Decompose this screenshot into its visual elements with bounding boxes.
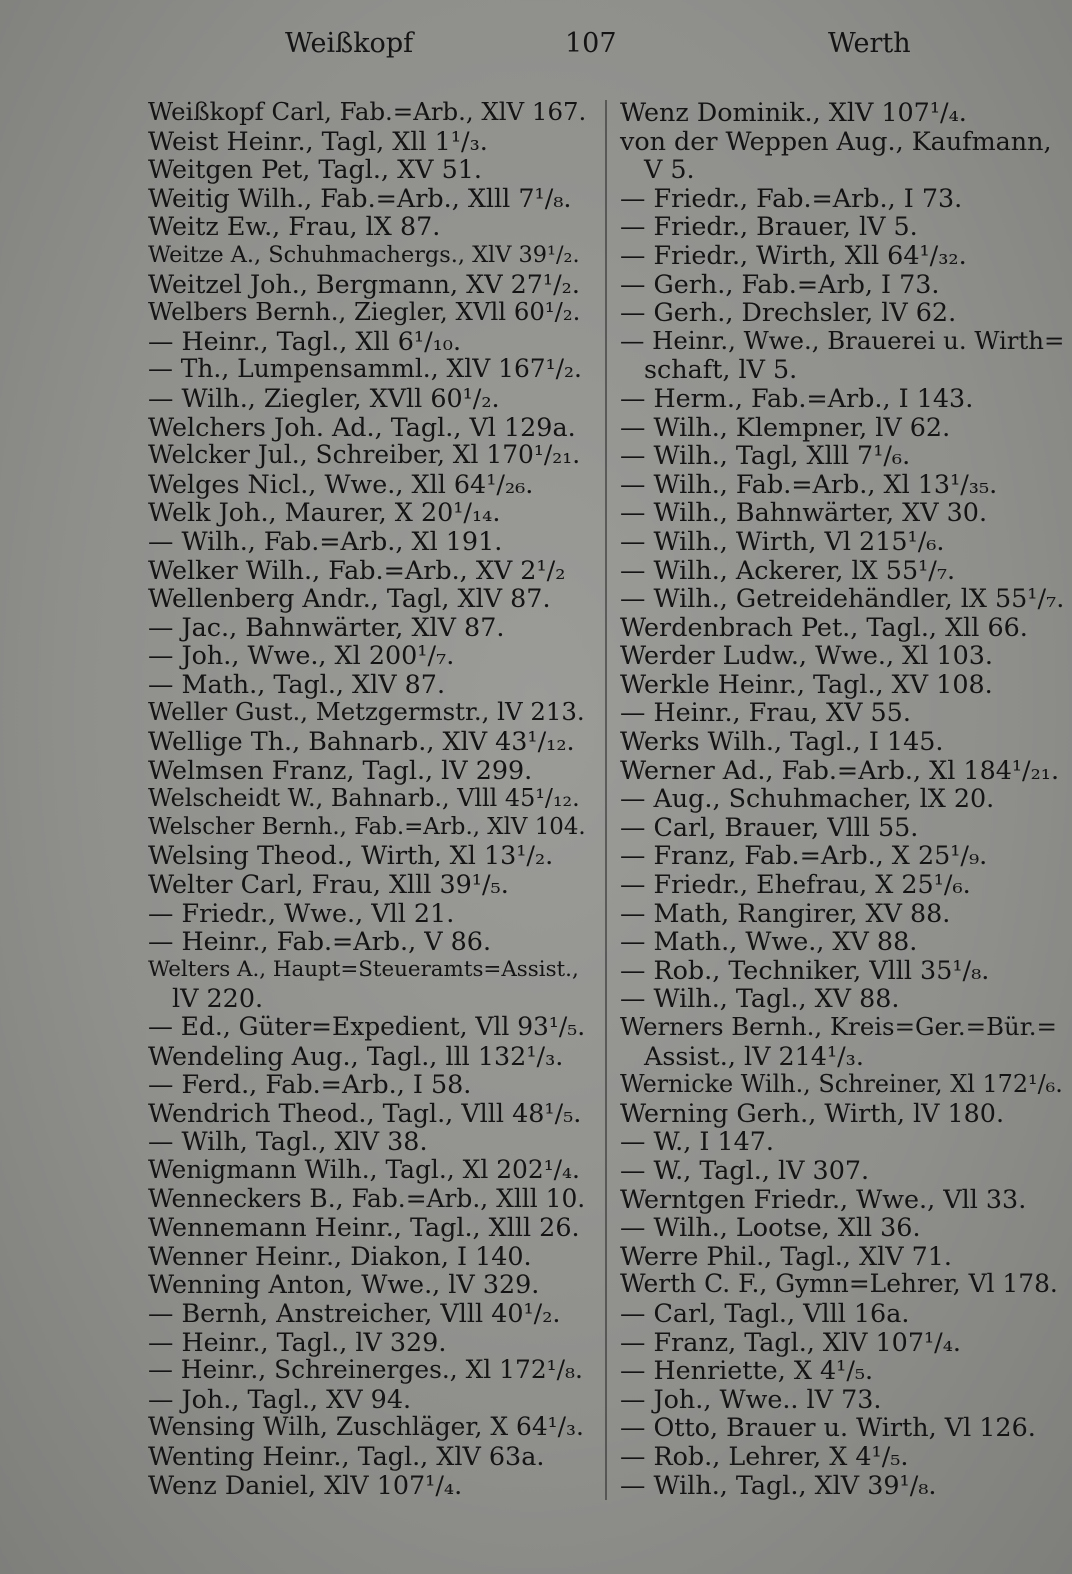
list-item: Welk Joh., Maurer, X 20¹/₁₄. [148, 497, 501, 528]
list-item: — Math, Rangirer, XV 88. [620, 897, 951, 928]
list-item: — Rob., Lehrer, X 4¹/₅. [620, 1440, 909, 1471]
list-item: — Bernh, Anstreicher, Vlll 40¹/₂. [148, 1297, 561, 1328]
list-item: — Wilh., Lootse, Xll 36. [620, 1212, 921, 1243]
list-item: Weißkopf Carl, Fab.=Arb., XlV 167. [148, 97, 587, 126]
list-item: — Franz, Fab.=Arb., X 25¹/₉. [620, 840, 988, 871]
list-item: Welter Carl, Frau, Xlll 39¹/₅. [148, 869, 509, 900]
list-item: Welchers Joh. Ad., Tagl., Vl 129a. [148, 411, 576, 442]
list-item: — Ed., Güter=Expedient, Vll 93¹/₅. [148, 1012, 586, 1041]
list-item: — Friedr., Wwe., Vll 21. [148, 897, 455, 928]
list-item: Wenner Heinr., Diakon, I 140. [148, 1240, 532, 1271]
list-item: — Friedr., Fab.=Arb., I 73. [620, 182, 963, 213]
list-item: Wenneckers B., Fab.=Arb., Xlll 10. [148, 1183, 586, 1213]
list-item: — Wilh., Fab.=Arb., Xl 13¹/₃₅. [620, 468, 998, 499]
list-item: Wellige Th., Bahnarb., XlV 43¹/₁₂. [148, 726, 575, 757]
list-item: Wendeling Aug., Tagl., lll 132¹/₃. [148, 1040, 564, 1071]
list-item: Welbers Bernh., Ziegler, XVll 60¹/₂. [148, 297, 581, 327]
list-item: Werth C. F., Gymn=Lehrer, Vl 178. [620, 1269, 1058, 1299]
list-item: — Joh., Tagl., XV 94. [148, 1383, 412, 1414]
list-item: Wellenberg Andr., Tagl, XlV 87. [148, 583, 551, 614]
list-item: Wernicke Wilh., Schreiner, Xl 172¹/₆. [620, 1070, 1063, 1099]
list-item: Weist Heinr., Tagl, Xll 1¹/₃. [148, 125, 488, 156]
list-item: Welmsen Franz, Tagl., lV 299. [148, 754, 533, 785]
list-item: — Wilh., Ziegler, XVll 60¹/₂. [148, 382, 500, 413]
list-item: Werners Bernh., Kreis=Ger.=Bür.= [620, 1012, 1057, 1041]
list-item-continuation: lV 220. [172, 983, 264, 1014]
list-item: Welsing Theod., Wirth, Xl 13¹/₂. [148, 840, 554, 871]
list-item: — Gerh., Fab.=Arb, I 73. [620, 268, 940, 299]
left-column [148, 98, 588, 1499]
list-item: — Ferd., Fab.=Arb., I 58. [148, 1069, 472, 1100]
list-item: — Carl, Tagl., Vlll 16a. [620, 1297, 910, 1328]
list-item-continuation: schaft, lV 5. [644, 354, 798, 385]
list-item: — Herm., Fab.=Arb., I 143. [620, 382, 974, 413]
list-item: Wensing Wilh, Zuschläger, X 64¹/₃. [148, 1412, 584, 1442]
page-number: 107 [565, 28, 617, 59]
list-item: Wenning Anton, Wwe., lV 329. [148, 1269, 540, 1300]
list-item: Weitze A., Schuhmachergs., XlV 39¹/₂. [148, 241, 580, 268]
list-item: — Math., Tagl., XlV 87. [148, 668, 446, 699]
header-first-entry: Weißkopf [285, 28, 414, 59]
list-item: — Heinr., Tagl., lV 329. [148, 1326, 447, 1357]
list-item: — Wilh, Tagl., XlV 38. [148, 1126, 428, 1157]
list-item: Welscher Bernh., Fab.=Arb., XlV 104. [148, 813, 586, 840]
list-item: Welker Wilh., Fab.=Arb., XV 2¹/₂ [148, 554, 566, 585]
list-item: — Wilh., Bahnwärter, XV 30. [620, 497, 988, 528]
list-item: — Heinr., Wwe., Brauerei u. Wirth= [620, 325, 1065, 355]
list-item: Weitgen Pet, Tagl., XV 51. [148, 154, 482, 185]
list-item: — Friedr., Wirth, Xll 64¹/₃₂. [620, 239, 967, 270]
list-item: Welges Nicl., Wwe., Xll 64¹/₂₆. [148, 468, 534, 499]
list-item: Wendrich Theod., Tagl., Vlll 48¹/₅. [148, 1097, 582, 1128]
list-item: — Aug., Schuhmacher, lX 20. [620, 783, 995, 814]
list-item: Weitig Wilh., Fab.=Arb., Xlll 7¹/₈. [148, 182, 572, 213]
list-item: Werdenbrach Pet., Tagl., Xll 66. [620, 611, 1028, 642]
list-item: — Heinr., Frau, XV 55. [620, 697, 911, 728]
list-item: von der Weppen Aug., Kaufmann, [620, 125, 1052, 156]
list-item: — Wilh., Ackerer, lX 55¹/₇. [620, 554, 956, 585]
list-item: — W., Tagl., lV 307. [620, 1154, 870, 1185]
list-item: Werntgen Friedr., Wwe., Vll 33. [620, 1183, 1027, 1214]
list-item: Werkle Heinr., Tagl., XV 108. [620, 668, 993, 699]
list-item: — Heinr., Tagl., Xll 6¹/₁₀. [148, 325, 462, 356]
list-item: Wenting Heinr., Tagl., XlV 63a. [148, 1440, 545, 1471]
list-item: — Otto, Brauer u. Wirth, Vl 126. [620, 1412, 1036, 1443]
list-item: — W., I 147. [620, 1126, 774, 1157]
list-item: Werder Ludw., Wwe., Xl 103. [620, 640, 993, 671]
list-item: — Math., Wwe., XV 88. [620, 926, 918, 957]
list-item: — Wilh., Tagl., XV 88. [620, 983, 900, 1014]
column-divider [605, 100, 607, 1500]
list-item: Welters A., Haupt=Steueramts=Assist., [148, 956, 579, 982]
list-item: Weitzel Joh., Bergmann, XV 27¹/₂. [148, 268, 580, 299]
running-header [0, 28, 1072, 72]
list-item: — Joh., Wwe.. lV 73. [620, 1383, 882, 1414]
list-item: Wenigmann Wilh., Tagl., Xl 202¹/₄. [148, 1154, 580, 1184]
list-item: — Carl, Brauer, Vlll 55. [620, 811, 919, 842]
list-item: — Jac., Bahnwärter, XlV 87. [148, 611, 505, 642]
list-item: — Heinr., Fab.=Arb., V 86. [148, 926, 492, 957]
list-item: — Henriette, X 4¹/₅. [620, 1355, 874, 1386]
list-item: — Wilh., Klempner, lV 62. [620, 411, 951, 442]
list-item: Werner Ad., Fab.=Arb., Xl 184¹/₂₁. [620, 754, 1060, 785]
list-item: — Heinr., Schreinerges., Xl 172¹/₈. [148, 1355, 583, 1385]
list-item: Werre Phil., Tagl., XlV 71. [620, 1240, 952, 1271]
list-item: — Th., Lumpensamml., XlV 167¹/₂. [148, 354, 582, 384]
list-item: — Friedr., Brauer, lV 5. [620, 211, 918, 242]
list-item: — Wilh., Fab.=Arb., Xl 191. [148, 525, 503, 556]
list-item: Welcker Jul., Schreiber, Xl 170¹/₂₁. [148, 440, 581, 470]
list-item: — Friedr., Ehefrau, X 25¹/₆. [620, 869, 971, 900]
list-item: — Gerh., Drechsler, lV 62. [620, 297, 957, 328]
list-item-continuation: Assist., lV 214¹/₃. [644, 1040, 864, 1071]
list-item: — Wilh., Wirth, Vl 215¹/₆. [620, 525, 945, 556]
list-item: — Rob., Techniker, Vlll 35¹/₈. [620, 954, 990, 985]
header-last-entry: Werth [828, 28, 911, 59]
list-item: — Wilh., Tagl., XlV 39¹/₈. [620, 1469, 937, 1500]
list-item: — Wilh., Tagl, Xlll 7¹/₆. [620, 440, 911, 471]
list-item: Wenz Daniel, XlV 107¹/₄. [148, 1469, 463, 1500]
list-item: Weller Gust., Metzgermstr., lV 213. [148, 697, 585, 727]
right-column [620, 98, 1065, 1499]
list-item: Welscheidt W., Bahnarb., Vlll 45¹/₁₂. [148, 784, 580, 813]
list-item: Weitz Ew., Frau, lX 87. [148, 211, 441, 242]
list-item: — Joh., Wwe., Xl 200¹/₇. [148, 640, 455, 671]
list-item: Werning Gerh., Wirth, lV 180. [620, 1097, 1005, 1128]
list-item: — Wilh., Getreidehändler, lX 55¹/₇. [620, 583, 1065, 614]
list-item: Wennemann Heinr., Tagl., Xlll 26. [148, 1212, 580, 1243]
list-item: — Franz, Tagl., XlV 107¹/₄. [620, 1326, 961, 1357]
list-item-continuation: V 5. [644, 154, 695, 185]
list-item: Werks Wilh., Tagl., I 145. [620, 726, 944, 757]
list-item: Wenz Dominik., XlV 107¹/₄. [620, 97, 967, 127]
